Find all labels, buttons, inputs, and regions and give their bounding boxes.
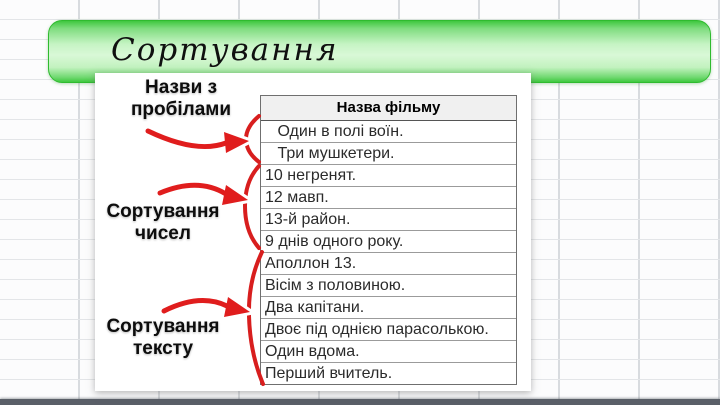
page-title: Сортування	[111, 32, 339, 68]
table-row: Один вдома.	[261, 341, 516, 363]
label-line: чисел	[135, 223, 191, 244]
table-row: Перший вчитель.	[265, 365, 393, 382]
label-line: Сортування	[106, 201, 220, 222]
label-line: Назви з	[144, 77, 218, 98]
label-number-sorting	[88, 201, 238, 245]
label-text-sorting	[88, 316, 238, 360]
table-row: Два капітани.	[261, 297, 516, 319]
table-row: 13-й район.	[261, 209, 516, 231]
table-row: Три мушкетери.	[261, 143, 516, 165]
label-line: тексту	[132, 338, 194, 359]
label-names-with-spaces	[106, 77, 256, 121]
table-row: Один в полі воїн.	[261, 121, 516, 143]
table-row: Вісім з половиною.	[261, 275, 516, 297]
label-line: Сортування	[106, 316, 220, 337]
table-header: Назва фільму	[261, 96, 516, 121]
table-row: Двоє під однією парасолькою.	[261, 319, 516, 341]
label-line: пробілами	[130, 99, 232, 120]
movies-table	[260, 95, 517, 385]
table-row: 9 днів одного року.	[261, 231, 516, 253]
table-row: 10 негренят.	[261, 165, 516, 187]
table-row: Аполлон 13.	[261, 253, 516, 275]
table-row: 12 мавп.	[261, 187, 516, 209]
bottom-border-bar	[0, 399, 720, 405]
